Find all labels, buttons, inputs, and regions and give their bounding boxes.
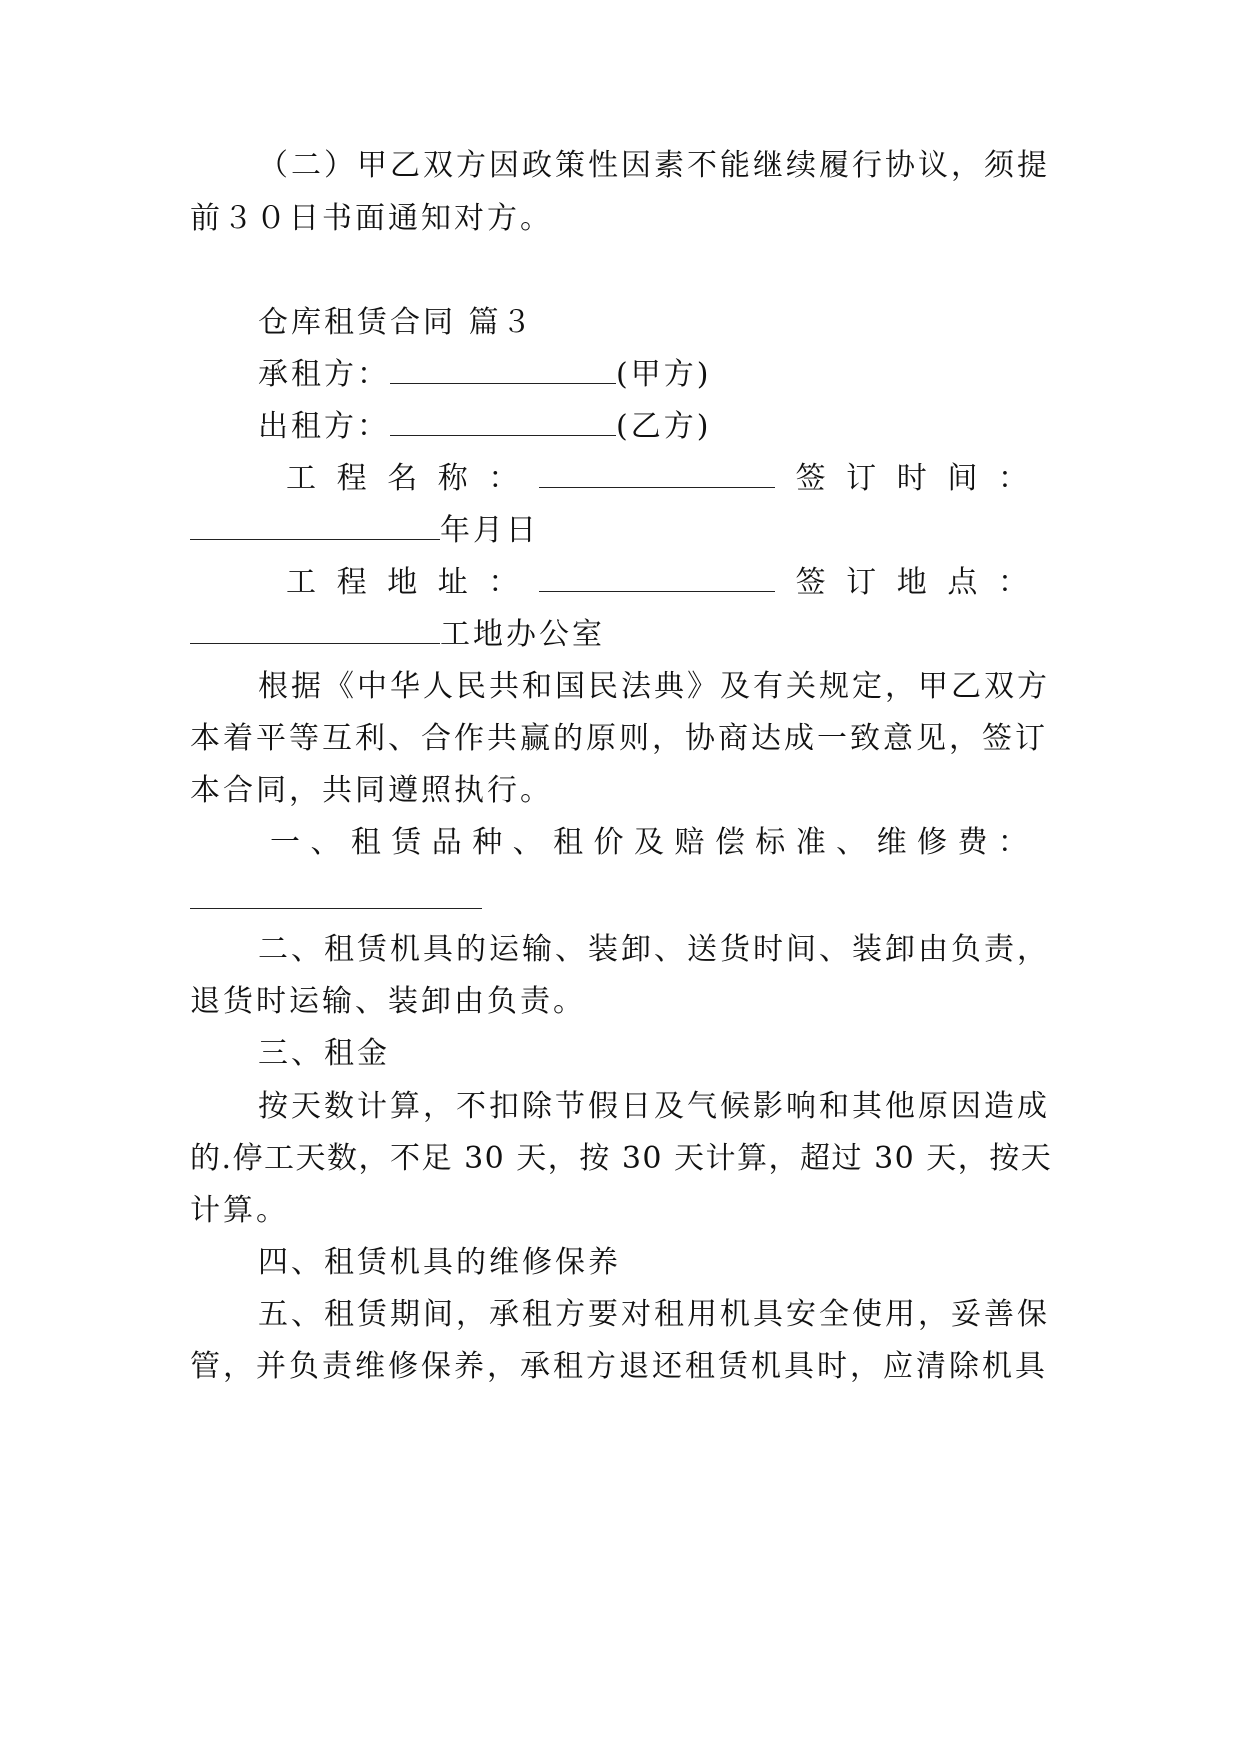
label-char: 地 [896,565,927,600]
project-address-blank [539,563,775,592]
heading-char: 租 [553,825,584,860]
label-char: 签 [795,565,826,600]
label-char: 工 [286,565,316,600]
project-name-row [286,459,1028,499]
sign-place-line [190,615,1046,655]
text-line: 按天数计算，不扣除节假日及气候影响和其他原因造成 [258,1089,1050,1124]
label-char: ： [997,461,1028,496]
lessor-line [258,407,1046,447]
project-address-row [286,563,1028,603]
text-line: 五、租赁期间，承租方要对租用机具安全使用，妥善保 [258,1297,1050,1332]
text-line: 二、租赁机具的运输、装卸、送货时间、装卸由负责， [258,932,1050,967]
lessor-label: 出租方： [258,409,390,444]
clause-1-heading [270,823,1028,863]
text-line: 的.停工天数，不足 30 天，按 30 天计算，超过 30 天，按天 [190,1141,1053,1176]
clause-heading: 四、租赁机具的维修保养 [258,1245,621,1280]
heading-char: 偿 [714,825,745,860]
heading-char: 准 [795,825,826,860]
heading-char: 维 [876,825,907,860]
text-line: 管，并负责维修保养，承租方退还租赁机具时，应清除机具 [190,1349,1048,1384]
tenant-blank [390,355,616,384]
tenant-label: 承租方： [258,357,390,392]
label-char: 名 [387,461,418,496]
heading-char: 标 [755,825,786,860]
text-line: 本着平等互利、合作共赢的原则，协商达成一致意见，签订 [190,721,1048,756]
label-char: 订 [846,461,877,496]
label-char: 订 [846,565,877,600]
heading-char: 及 [633,825,664,860]
label-char: 程 [336,461,367,496]
heading-char: 一 [270,825,300,860]
label-char: ： [488,565,519,600]
label-char: 工 [286,461,316,496]
label-char: 程 [336,565,367,600]
label-char: 签 [795,461,826,496]
sign-date-blank [190,511,440,540]
heading-char: 修 [917,825,947,860]
heading-char: 租 [350,825,381,860]
label-char: 时 [896,461,927,496]
heading-char: ： [997,825,1028,860]
lessor-blank [390,407,616,436]
fill-in-underline [190,908,482,909]
heading-char: 、 [836,825,867,860]
sign-date-line [190,511,1046,551]
label-char: 址 [437,565,468,600]
label-char: ： [997,565,1028,600]
place-suffix: 工地办公室 [440,617,605,652]
heading-char: 费 [957,825,988,860]
sign-place-blank [190,615,440,644]
text-line: 前３０日书面通知对方。 [190,201,553,236]
heading-char: 种 [472,825,503,860]
heading-char: 、 [512,825,543,860]
text-line: 根据《中华人民共和国民法典》及有关规定，甲乙双方 [258,669,1050,704]
text-line: （二）甲乙双方因政策性因素不能继续履行协议，须提 [258,148,1050,183]
section-title: 仓库租赁合同 篇３ [258,305,535,340]
label-char: 称 [437,461,468,496]
heading-char: 赔 [674,825,705,860]
project-name-blank [539,459,775,488]
date-suffix: 年月日 [440,513,539,548]
label-char: 地 [387,565,418,600]
clause-heading: 三、租金 [258,1036,390,1071]
tenant-suffix: (甲方) [616,357,712,392]
heading-char: 赁 [391,825,422,860]
label-char: 点 [947,565,978,600]
text-line: 本合同，共同遵照执行。 [190,773,553,808]
label-char: ： [488,461,519,496]
text-line: 退货时运输、装卸由负责。 [190,984,586,1019]
label-char: 间 [947,461,978,496]
heading-char: 价 [593,825,624,860]
text-line: 计算。 [190,1193,289,1228]
heading-char: 、 [310,825,341,860]
tenant-line [258,355,1046,395]
heading-char: 品 [431,825,462,860]
lessor-suffix: (乙方) [616,409,712,444]
